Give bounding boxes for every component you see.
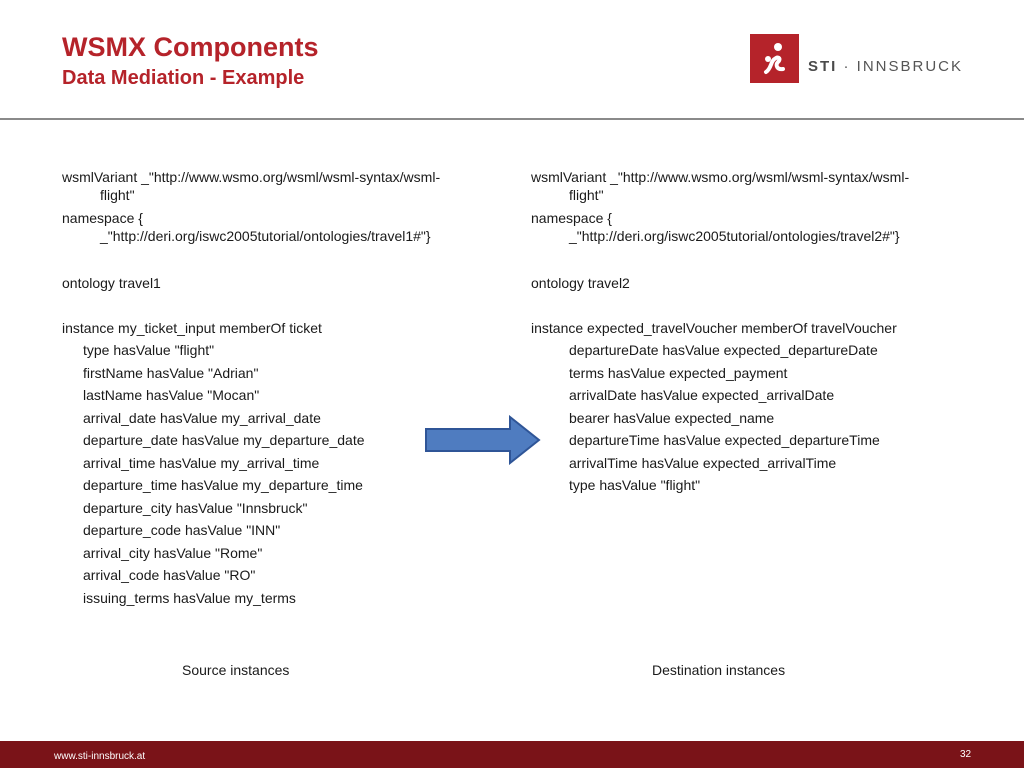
source-instance: instance my_ticket_input memberOf ticket	[62, 319, 322, 336]
destination-attribute: type hasValue "flight"	[569, 477, 701, 493]
source-attribute: arrival_time hasValue my_arrival_time	[83, 454, 320, 471]
footer-bar	[0, 741, 1024, 768]
destination-caption: Destination instances	[652, 662, 786, 678]
source-instances-block	[62, 168, 502, 609]
destination-attribute: bearer hasValue expected_name	[569, 409, 775, 426]
sti-logo	[750, 34, 964, 84]
page-number: 32	[960, 749, 972, 760]
source-attribute: type hasValue "flight"	[83, 342, 215, 358]
destination-attribute: terms hasValue expected_payment	[569, 364, 788, 381]
source-namespace-line: namespace { _"http://deri.org/iswc2005tutorial/ontologies/travel1#"}	[62, 210, 431, 244]
source-attribute: departure_city hasValue "Innsbruck"	[83, 499, 308, 516]
logo-mark-icon	[750, 34, 799, 83]
destination-attribute: arrivalTime hasValue expected_arrivalTime	[569, 454, 837, 471]
logo-text: STI · INNSBRUCK	[808, 58, 964, 75]
slide-subtitle: Data Mediation - Example	[62, 67, 305, 89]
slide-title: WSMX Components	[62, 32, 319, 62]
destination-attribute: departureTime hasValue expected_departureTime	[569, 432, 880, 448]
mapping-arrow-icon	[424, 415, 542, 465]
destination-instance: instance expected_travelVoucher memberOf travelVoucher	[531, 319, 897, 336]
footer-url: www.sti-innsbruck.at	[54, 751, 146, 762]
source-attribute: lastName hasValue "Mocan"	[83, 387, 260, 403]
destination-ontology: ontology travel2	[531, 275, 630, 291]
source-ontology: ontology travel1	[62, 275, 161, 291]
source-attribute: firstName hasValue "Adrian"	[83, 364, 259, 381]
destination-namespace-line: namespace { _"http://deri.org/iswc2005tutorial/ontologies/travel2#"}	[531, 210, 900, 244]
destination-variant-line: wsmlVariant _"http://www.wsmo.org/wsml/wsml-syntax/wsml- flight"	[531, 169, 910, 203]
destination-instances-block	[531, 168, 971, 497]
header-divider	[0, 118, 1024, 120]
destination-attribute: departureDate hasValue expected_departureDate	[569, 342, 878, 358]
source-attribute: arrival_code hasValue "RO"	[83, 567, 256, 583]
source-attribute: departure_code hasValue "INN"	[83, 522, 281, 538]
source-attribute: arrival_city hasValue "Rome"	[83, 544, 263, 561]
source-variant-line: wsmlVariant _"http://www.wsmo.org/wsml/wsml-syntax/wsml- flight"	[62, 169, 441, 203]
source-attribute: departure_date hasValue my_departure_date	[83, 432, 365, 448]
source-caption: Source instances	[182, 662, 290, 678]
source-attribute: arrival_date hasValue my_arrival_date	[83, 409, 321, 426]
source-attribute: departure_time hasValue my_departure_time	[83, 477, 363, 493]
destination-attribute: arrivalDate hasValue expected_arrivalDate	[569, 387, 835, 403]
source-attribute: issuing_terms hasValue my_terms	[83, 589, 296, 606]
